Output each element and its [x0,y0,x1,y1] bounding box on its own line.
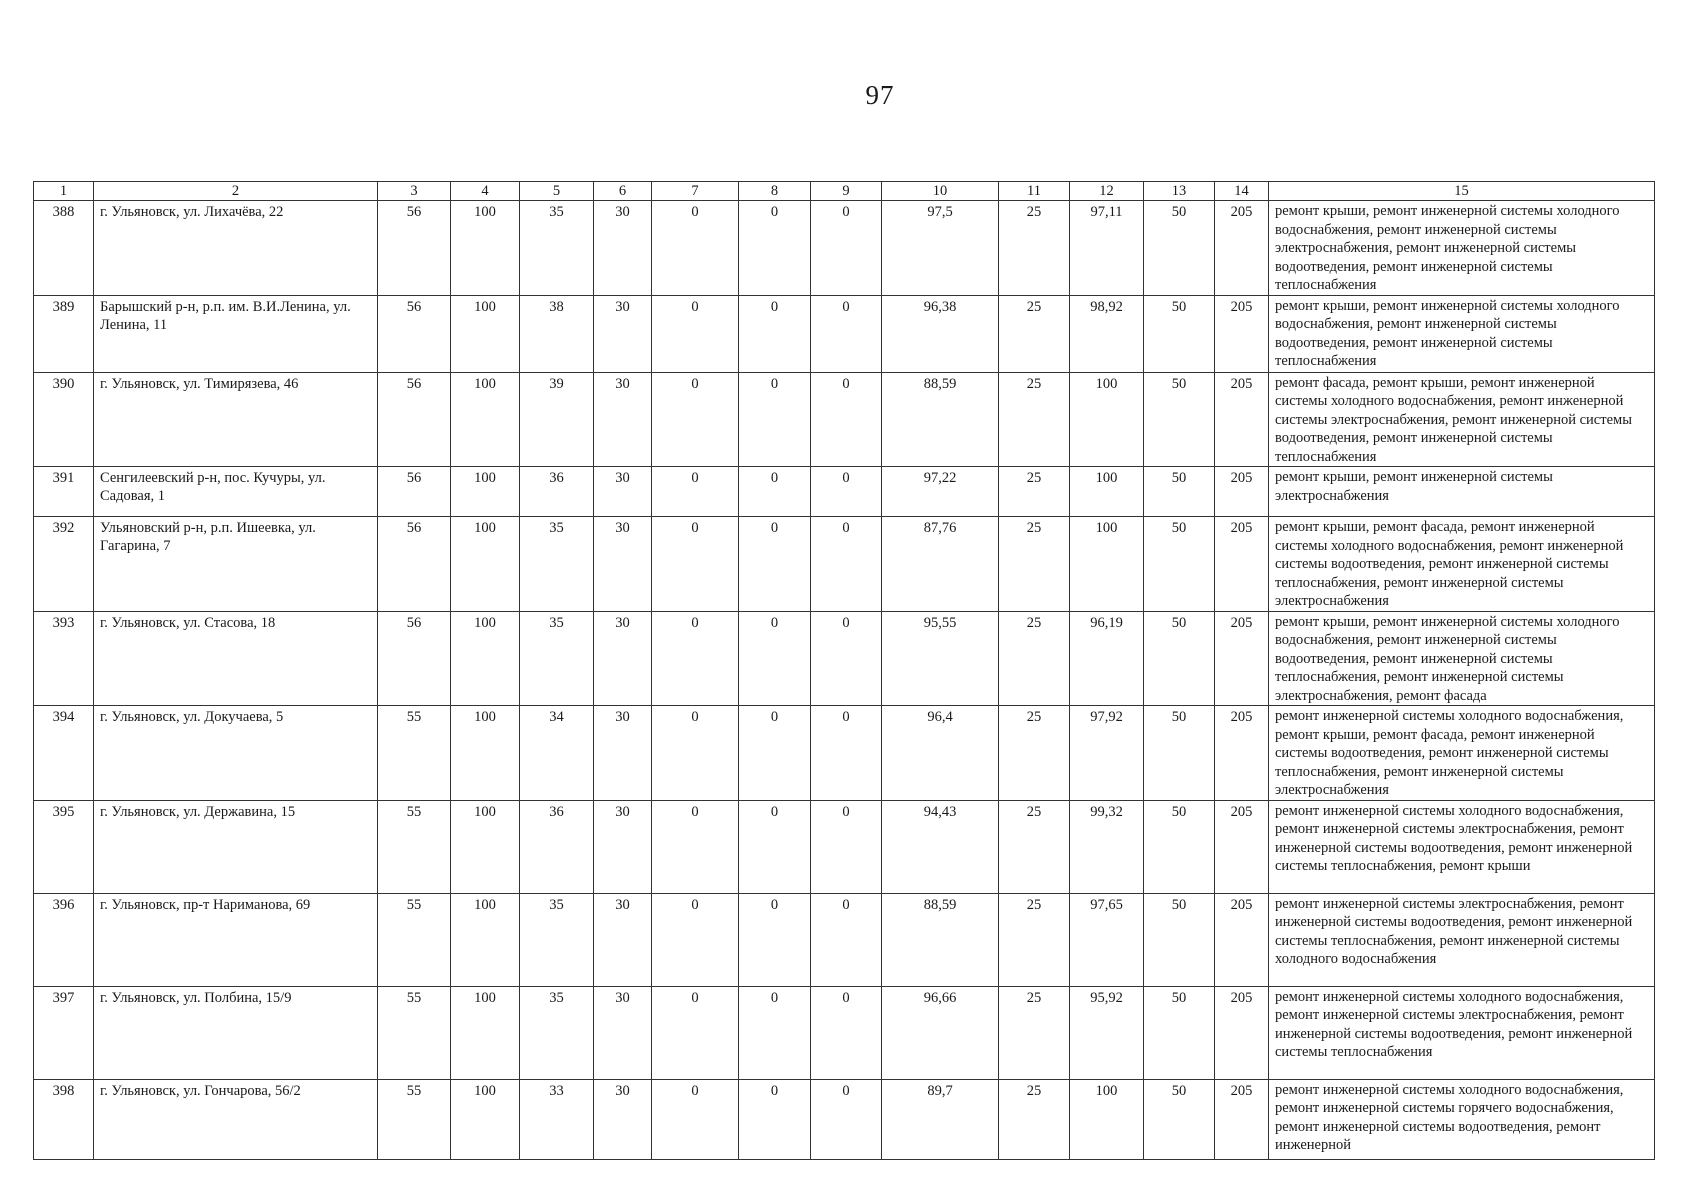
cell-col-14: 205 [1215,800,1269,893]
cell-col-5: 35 [520,201,594,296]
row-number: 391 [34,467,94,517]
cell-col-13: 50 [1144,467,1215,517]
table-row [34,1079,1655,1159]
cell-col-4: 100 [451,1079,520,1159]
cell-col-11: 25 [999,611,1070,706]
row-number: 389 [34,295,94,372]
address-cell: г. Ульяновск, ул. Полбина, 15/9 [94,986,378,1079]
address-cell: Барышский р-н, р.п. им. В.И.Ленина, ул. Ленина, 11 [94,295,378,372]
cell-col-9: 0 [811,372,882,467]
cell-col-7: 0 [652,372,739,467]
cell-col-10: 95,55 [882,611,999,706]
cell-col-11: 25 [999,517,1070,612]
cell-col-3: 55 [378,986,451,1079]
header-col-5: 5 [520,182,594,201]
cell-col-8: 0 [739,706,811,801]
cell-col-9: 0 [811,893,882,986]
row-number: 394 [34,706,94,801]
cell-col-11: 25 [999,1079,1070,1159]
table-row [34,611,1655,706]
cell-col-9: 0 [811,201,882,296]
cell-col-8: 0 [739,893,811,986]
cell-col-9: 0 [811,800,882,893]
cell-col-14: 205 [1215,467,1269,517]
header-col-14: 14 [1215,182,1269,201]
cell-col-11: 25 [999,372,1070,467]
cell-col-14: 205 [1215,706,1269,801]
cell-col-7: 0 [652,517,739,612]
table-row [34,467,1655,517]
cell-col-6: 30 [594,201,652,296]
cell-col-12: 99,32 [1070,800,1144,893]
cell-col-7: 0 [652,986,739,1079]
cell-col-6: 30 [594,706,652,801]
cell-col-4: 100 [451,611,520,706]
row-number: 398 [34,1079,94,1159]
works-description-cell: ремонт крыши, ремонт инженерной системы холодного водоснабжения, ремонт инженерной системы водоотведения, ремонт инженерной системы теплоснабжения, ремонт инженерной системы электроснабжения, ремонт фасада [1269,611,1655,706]
header-col-15: 15 [1269,182,1655,201]
cell-col-3: 55 [378,800,451,893]
row-number: 392 [34,517,94,612]
cell-col-8: 0 [739,986,811,1079]
row-number: 388 [34,201,94,296]
works-description-cell: ремонт инженерной системы холодного водоснабжения, ремонт инженерной системы горячего водоснабжения, ремонт инженерной системы водоотведения, ремонт инженерной [1269,1079,1655,1159]
cell-col-6: 30 [594,467,652,517]
cell-col-9: 0 [811,1079,882,1159]
address-cell: г. Ульяновск, ул. Лихачёва, 22 [94,201,378,296]
header-col-6: 6 [594,182,652,201]
cell-col-12: 95,92 [1070,986,1144,1079]
cell-col-3: 56 [378,467,451,517]
cell-col-8: 0 [739,467,811,517]
cell-col-8: 0 [739,372,811,467]
cell-col-3: 56 [378,372,451,467]
cell-col-14: 205 [1215,1079,1269,1159]
cell-col-5: 35 [520,893,594,986]
cell-col-6: 30 [594,295,652,372]
cell-col-12: 100 [1070,467,1144,517]
page-number: 97 [865,80,895,110]
works-description-cell: ремонт инженерной системы электроснабжения, ремонт инженерной системы водоотведения, ремонт инженерной системы теплоснабжения, ремонт инженерной системы холодного водоснабжения [1269,893,1655,986]
header-col-3: 3 [378,182,451,201]
cell-col-4: 100 [451,467,520,517]
cell-col-10: 97,5 [882,201,999,296]
cell-col-6: 30 [594,800,652,893]
cell-col-10: 96,4 [882,706,999,801]
cell-col-12: 96,19 [1070,611,1144,706]
cell-col-10: 87,76 [882,517,999,612]
cell-col-8: 0 [739,201,811,296]
cell-col-6: 30 [594,517,652,612]
row-number: 397 [34,986,94,1079]
cell-col-10: 96,66 [882,986,999,1079]
cell-col-10: 96,38 [882,295,999,372]
cell-col-9: 0 [811,986,882,1079]
cell-col-13: 50 [1144,611,1215,706]
cell-col-5: 34 [520,706,594,801]
cell-col-3: 55 [378,706,451,801]
table-row [34,706,1655,801]
address-cell: Ульяновский р-н, р.п. Ишеевка, ул. Гагарина, 7 [94,517,378,612]
cell-col-14: 205 [1215,893,1269,986]
cell-col-13: 50 [1144,706,1215,801]
address-cell: г. Ульяновск, пр-т Нариманова, 69 [94,893,378,986]
cell-col-14: 205 [1215,295,1269,372]
cell-col-14: 205 [1215,372,1269,467]
cell-col-7: 0 [652,201,739,296]
cell-col-9: 0 [811,295,882,372]
works-description-cell: ремонт инженерной системы холодного водоснабжения, ремонт крыши, ремонт фасада, ремонт инженерной системы водоотведения, ремонт инженерной системы теплоснабжения, ремонт инженерной системы электроснабжения [1269,706,1655,801]
cell-col-11: 25 [999,986,1070,1079]
cell-col-6: 30 [594,893,652,986]
header-col-8: 8 [739,182,811,201]
address-cell: г. Ульяновск, ул. Докучаева, 5 [94,706,378,801]
works-description-cell: ремонт инженерной системы холодного водоснабжения, ремонт инженерной системы электроснабжения, ремонт инженерной системы водоотведения, ремонт инженерной системы теплоснабжения, ремонт крыши [1269,800,1655,893]
cell-col-7: 0 [652,611,739,706]
cell-col-4: 100 [451,986,520,1079]
table-row [34,800,1655,893]
cell-col-5: 36 [520,467,594,517]
header-col-9: 9 [811,182,882,201]
cell-col-14: 205 [1215,201,1269,296]
cell-col-9: 0 [811,467,882,517]
data-table-container [33,181,1654,1160]
address-cell: г. Ульяновск, ул. Державина, 15 [94,800,378,893]
cell-col-13: 50 [1144,517,1215,612]
table-row [34,517,1655,612]
cell-col-11: 25 [999,467,1070,517]
cell-col-5: 35 [520,611,594,706]
cell-col-4: 100 [451,893,520,986]
address-cell: г. Ульяновск, ул. Стасова, 18 [94,611,378,706]
header-col-4: 4 [451,182,520,201]
cell-col-4: 100 [451,517,520,612]
header-row [34,182,1655,201]
cell-col-5: 39 [520,372,594,467]
cell-col-6: 30 [594,611,652,706]
table-row [34,201,1655,296]
address-cell: г. Ульяновск, ул. Гончарова, 56/2 [94,1079,378,1159]
cell-col-12: 100 [1070,1079,1144,1159]
cell-col-13: 50 [1144,986,1215,1079]
cell-col-13: 50 [1144,295,1215,372]
cell-col-7: 0 [652,706,739,801]
header-col-10: 10 [882,182,999,201]
cell-col-8: 0 [739,517,811,612]
cell-col-3: 56 [378,517,451,612]
cell-col-5: 35 [520,517,594,612]
cell-col-8: 0 [739,1079,811,1159]
table-row [34,295,1655,372]
cell-col-9: 0 [811,611,882,706]
cell-col-4: 100 [451,201,520,296]
cell-col-4: 100 [451,372,520,467]
row-number: 395 [34,800,94,893]
cell-col-5: 36 [520,800,594,893]
cell-col-3: 55 [378,1079,451,1159]
cell-col-4: 100 [451,800,520,893]
cell-col-10: 89,7 [882,1079,999,1159]
cell-col-5: 33 [520,1079,594,1159]
cell-col-11: 25 [999,706,1070,801]
cell-col-10: 88,59 [882,893,999,986]
row-number: 396 [34,893,94,986]
cell-col-3: 55 [378,893,451,986]
address-cell: Сенгилеевский р-н, пос. Кучуры, ул. Садовая, 1 [94,467,378,517]
table-row [34,893,1655,986]
table-body [34,201,1655,1160]
works-description-cell: ремонт фасада, ремонт крыши, ремонт инженерной системы холодного водоснабжения, ремонт инженерной системы электроснабжения, ремонт инженерной системы водоотведения, ремонт инженерной системы теплоснабжения [1269,372,1655,467]
cell-col-5: 38 [520,295,594,372]
cell-col-8: 0 [739,295,811,372]
cell-col-12: 97,11 [1070,201,1144,296]
cell-col-7: 0 [652,295,739,372]
cell-col-10: 94,43 [882,800,999,893]
cell-col-12: 100 [1070,372,1144,467]
row-number: 393 [34,611,94,706]
cell-col-10: 97,22 [882,467,999,517]
cell-col-3: 56 [378,611,451,706]
cell-col-8: 0 [739,800,811,893]
works-description-cell: ремонт крыши, ремонт инженерной системы электроснабжения [1269,467,1655,517]
row-number: 390 [34,372,94,467]
cell-col-12: 100 [1070,517,1144,612]
cell-col-11: 25 [999,893,1070,986]
cell-col-11: 25 [999,800,1070,893]
address-cell: г. Ульяновск, ул. Тимирязева, 46 [94,372,378,467]
cell-col-9: 0 [811,517,882,612]
cell-col-13: 50 [1144,1079,1215,1159]
cell-col-6: 30 [594,1079,652,1159]
cell-col-8: 0 [739,611,811,706]
cell-col-7: 0 [652,1079,739,1159]
cell-col-14: 205 [1215,611,1269,706]
works-description-cell: ремонт инженерной системы холодного водоснабжения, ремонт инженерной системы электроснабжения, ремонт инженерной системы водоотведения, ремонт инженерной системы теплоснабжения [1269,986,1655,1079]
works-description-cell: ремонт крыши, ремонт инженерной системы холодного водоснабжения, ремонт инженерной системы электроснабжения, ремонт инженерной системы водоотведения, ремонт инженерной системы теплоснабжения [1269,201,1655,296]
cell-col-7: 0 [652,893,739,986]
cell-col-12: 97,92 [1070,706,1144,801]
header-col-11: 11 [999,182,1070,201]
cell-col-5: 35 [520,986,594,1079]
cell-col-13: 50 [1144,893,1215,986]
table-row [34,986,1655,1079]
table-header [34,182,1655,201]
cell-col-11: 25 [999,295,1070,372]
cell-col-12: 97,65 [1070,893,1144,986]
cell-col-12: 98,92 [1070,295,1144,372]
cell-col-13: 50 [1144,372,1215,467]
cell-col-14: 205 [1215,986,1269,1079]
cell-col-9: 0 [811,706,882,801]
table-row [34,372,1655,467]
cell-col-7: 0 [652,467,739,517]
cell-col-4: 100 [451,706,520,801]
works-description-cell: ремонт крыши, ремонт инженерной системы холодного водоснабжения, ремонт инженерной системы водоотведения, ремонт инженерной системы теплоснабжения [1269,295,1655,372]
cell-col-10: 88,59 [882,372,999,467]
cell-col-13: 50 [1144,800,1215,893]
cell-col-6: 30 [594,372,652,467]
header-col-2: 2 [94,182,378,201]
header-col-7: 7 [652,182,739,201]
data-table [33,181,1655,1160]
header-col-12: 12 [1070,182,1144,201]
cell-col-6: 30 [594,986,652,1079]
cell-col-3: 56 [378,201,451,296]
header-col-13: 13 [1144,182,1215,201]
cell-col-3: 56 [378,295,451,372]
works-description-cell: ремонт крыши, ремонт фасада, ремонт инженерной системы холодного водоснабжения, ремонт инженерной системы водоотведения, ремонт инженерной системы теплоснабжения, ремонт инженерной системы электроснабжения [1269,517,1655,612]
cell-col-4: 100 [451,295,520,372]
header-col-1: 1 [34,182,94,201]
cell-col-7: 0 [652,800,739,893]
cell-col-14: 205 [1215,517,1269,612]
cell-col-13: 50 [1144,201,1215,296]
cell-col-11: 25 [999,201,1070,296]
